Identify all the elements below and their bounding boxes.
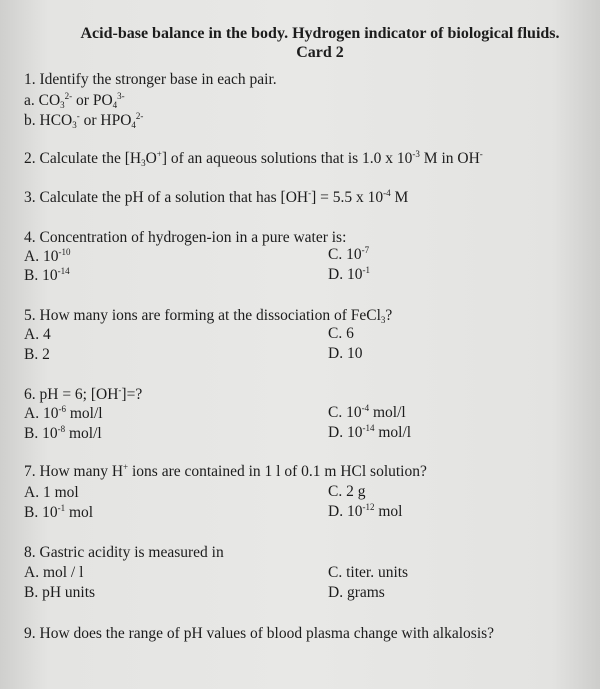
title-line-2: Card 2 [296, 44, 344, 61]
card-title [0, 24, 600, 62]
question-4-option-d: D. $10^{-1}$ [328, 265, 370, 283]
question-8-option-c: C. titer. units [328, 564, 409, 581]
question-1-option-a: a. $CO_3^{2-}$ or $PO_4^{3-}$ [24, 91, 125, 110]
question-8-option-d: D. grams [328, 584, 385, 601]
question-7-option-c: C. 2 g [328, 483, 366, 500]
question-2: 2. Calculate the $[H_3O^+]$ of an aqueous solutions that is 1.0 x $10^{-3}$ M in OH- [24, 149, 483, 168]
question-6-option-b: B. $10^{-8}$ mol/l [24, 424, 102, 442]
question-4-option-a: A. $10^{-10}$ [24, 247, 71, 265]
question-6-option-c: C. $10^{-4}$ mol/l [328, 403, 406, 421]
question-8-option-b: B. pH units [24, 584, 96, 601]
question-6: 6. pH = 6; [OH-]=? [24, 385, 143, 403]
question-7-option-d: D. $10^{-12}$ mol [328, 502, 403, 520]
question-5: 5. How many ions are forming at the dissociation of FeCl$_3$? [24, 307, 393, 325]
question-5-option-a: A. 4 [24, 326, 51, 343]
question-4-option-c: C. $10^{-7}$ [328, 245, 370, 263]
question-5-option-b: B. 2 [24, 346, 50, 363]
question-5-option-d: D. 10 [328, 345, 363, 362]
question-7-option-b: B. $10^{-1}$ mol [24, 503, 94, 521]
question-9: 9. How does the range of pH values of blood plasma change with alkalosis? [24, 625, 495, 642]
question-8-option-a: A. mol / l [24, 564, 84, 581]
question-1: 1. Identify the stronger base in each pair. [24, 71, 277, 88]
question-7: 7. How many H+ ions are contained in 1 l of 0.1 m HCl solution? [24, 462, 427, 480]
question-7-option-a: A. 1 mol [24, 484, 79, 501]
question-8: 8. Gastric acidity is measured in [24, 544, 224, 561]
question-6-option-a: A. $10^{-6}$ mol/l [24, 404, 103, 422]
title-line-1: Acid-base balance in the body. Hydrogen indicator of biological fluids. [80, 25, 560, 42]
question-4: 4. Concentration of hydrogen-ion in a pure water is: [24, 229, 347, 246]
question-3: 3. Calculate the pH of a solution that has [OH-] = 5.5 x $10^{-4}$ M [24, 188, 409, 206]
question-4-option-b: B. $10^{-14}$ [24, 266, 70, 284]
question-5-option-c: C. 6 [328, 325, 354, 342]
question-6-option-d: D. $10^{-14}$ mol/l [328, 423, 412, 441]
question-1-option-b: b. $HCO_3^-$ or $HPO_4^{2-}$ [24, 111, 144, 130]
